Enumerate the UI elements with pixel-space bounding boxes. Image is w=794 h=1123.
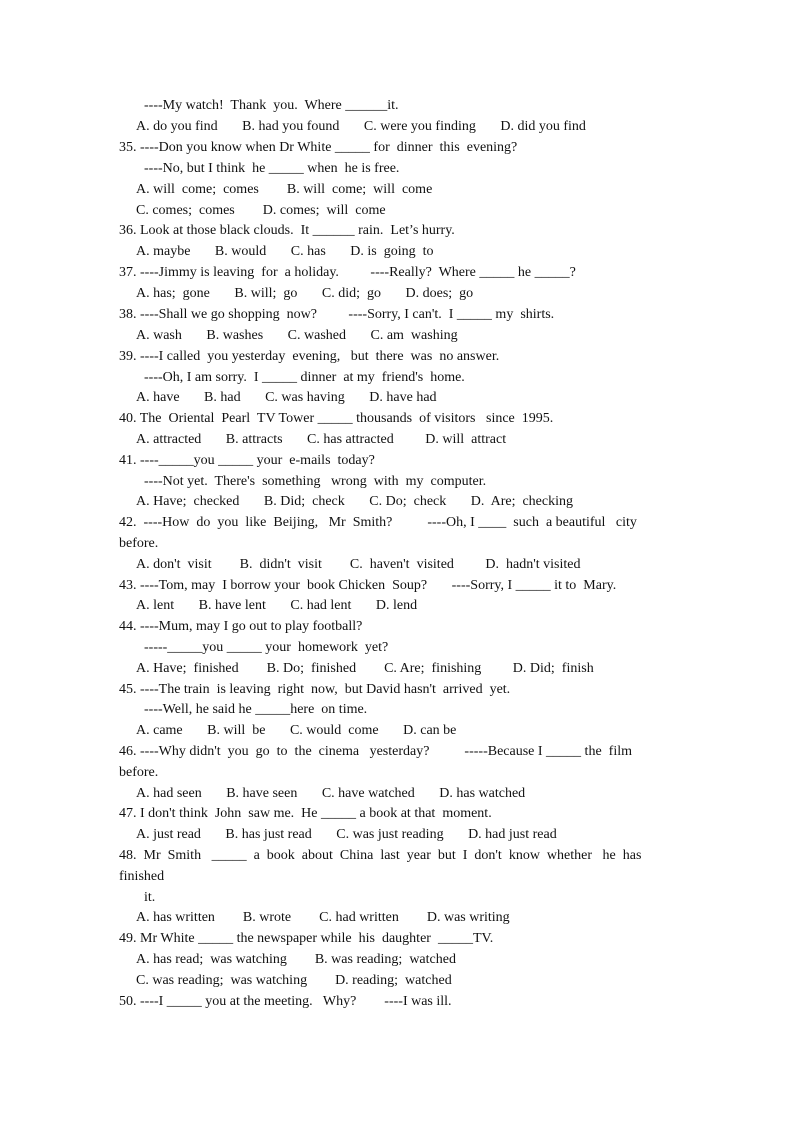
question-39: 39. ----I called you yesterday evening, but there was no answer. xyxy=(119,349,500,364)
answer-options: A. have B. had C. was having D. have had xyxy=(136,390,437,405)
question-48: 48. Mr Smith _____ a book about China last year but I don't know whether he has xyxy=(119,848,642,863)
answer-options: A. Have; checked B. Did; check C. Do; check D. Are; checking xyxy=(136,494,573,509)
answer-options: A. came B. will be C. would come D. can be xyxy=(136,723,457,738)
answer-options: A. had seen B. have seen C. have watched D. has watched xyxy=(136,786,526,801)
answer-options: A. has written B. wrote C. had written D. was writing xyxy=(136,910,510,925)
question-45: 45. ----The train is leaving right now, but David hasn't arrived yet. xyxy=(119,682,511,697)
question-48-continuation: finished xyxy=(119,869,165,884)
dialogue-line: ----My watch! Thank you. Where ______it. xyxy=(144,98,399,113)
dialogue-line: ----Oh, I am sorry. I _____ dinner at my friend's home. xyxy=(144,370,465,385)
answer-options: A. wash B. washes C. washed C. am washing xyxy=(136,328,458,343)
question-50: 50. ----I _____ you at the meeting. Why? ----I was ill. xyxy=(119,994,452,1009)
dialogue-line: -----_____you _____ your homework yet? xyxy=(144,640,389,655)
question-42-continuation: before. xyxy=(119,536,159,551)
answer-options: A. will come; comes B. will come; will come xyxy=(136,182,433,197)
answer-options: A. has read; was watching B. was reading; watched xyxy=(136,952,456,967)
question-46-continuation: before. xyxy=(119,765,159,780)
question-36: 36. Look at those black clouds. It ______ rain. Let’s hurry. xyxy=(119,223,455,238)
dialogue-line: ----No, but I think he _____ when he is free. xyxy=(144,161,400,176)
answer-options: A. do you find B. had you found C. were you finding D. did you find xyxy=(136,119,586,134)
answer-options: C. was reading; was watching D. reading; watched xyxy=(136,973,452,988)
question-48-continuation: it. xyxy=(144,890,156,905)
dialogue-line: ----Not yet. There's something wrong with my computer. xyxy=(144,474,487,489)
question-46: 46. ----Why didn't you go to the cinema yesterday? -----Because I _____ the film xyxy=(119,744,632,759)
question-44: 44. ----Mum, may I go out to play football? xyxy=(119,619,363,634)
question-49: 49. Mr White _____ the newspaper while his daughter _____TV. xyxy=(119,931,494,946)
question-47: 47. I don't think John saw me. He _____ a book at that moment. xyxy=(119,806,492,821)
question-37: 37. ----Jimmy is leaving for a holiday. ----Really? Where _____ he _____? xyxy=(119,265,576,280)
answer-options: A. lent B. have lent C. had lent D. lend xyxy=(136,598,418,613)
question-43: 43. ----Tom, may I borrow your book Chicken Soup? ----Sorry, I _____ it to Mary. xyxy=(119,578,617,593)
question-41: 41. ----_____you _____ your e-mails today? xyxy=(119,453,375,468)
answer-options: A. Have; finished B. Do; finished C. Are; finishing D. Did; finish xyxy=(136,661,594,676)
dialogue-line: ----Well, he said he _____here on time. xyxy=(144,702,368,717)
question-40: 40. The Oriental Pearl TV Tower _____ thousands of visitors since 1995. xyxy=(119,411,554,426)
question-42: 42. ----How do you like Beijing, Mr Smith? ----Oh, I ____ such a beautiful city xyxy=(119,515,637,530)
question-35: 35. ----Don you know when Dr White _____ for dinner this evening? xyxy=(119,140,518,155)
answer-options: A. maybe B. would C. has D. is going to xyxy=(136,244,434,259)
answer-options: A. has; gone B. will; go C. did; go D. does; go xyxy=(136,286,474,301)
answer-options: A. just read B. has just read C. was just reading D. had just read xyxy=(136,827,557,842)
answer-options: C. comes; comes D. comes; will come xyxy=(136,203,386,218)
question-38: 38. ----Shall we go shopping now? ----Sorry, I can't. I _____ my shirts. xyxy=(119,307,555,322)
answer-options: A. attracted B. attracts C. has attracted D. will attract xyxy=(136,432,507,447)
answer-options: A. don't visit B. didn't visit C. haven't visited D. hadn't visited xyxy=(136,557,581,572)
